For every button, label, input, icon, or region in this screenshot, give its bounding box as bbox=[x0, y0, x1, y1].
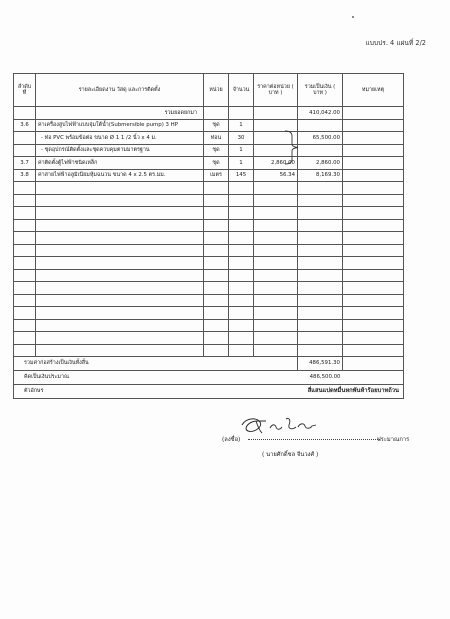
amount-in-words-row bbox=[14, 385, 404, 399]
item-unit: ชุด bbox=[204, 144, 229, 157]
empty-row bbox=[14, 257, 404, 270]
item-description: ค่าติดตั้งตู้ไฟฟ้าชนิดเหล็ก bbox=[36, 157, 204, 170]
item-description: - ท่อ PVC พร้อมข้อต่อ ขนาด Ø 1 1 /2 นิ้ว x 4 ม. bbox=[36, 132, 204, 145]
total-amount: 486,591.30 bbox=[298, 357, 343, 371]
brought-forward-label: รวมยอดยกมา bbox=[36, 107, 204, 120]
item-unit-price: 2,860.00 bbox=[254, 157, 298, 170]
header-row bbox=[14, 74, 404, 107]
form-identifier: แบบปร. 4 แผ่นที่ 2/2 bbox=[365, 39, 426, 47]
item-description: ค่าเครื่องสูบไฟฟ้าแบบจุ่มใต้น้ำ(Submersible pump) 3 HP bbox=[36, 119, 204, 132]
brought-forward-row bbox=[14, 107, 404, 120]
scan-speck bbox=[352, 16, 354, 18]
empty-row bbox=[14, 332, 404, 345]
item-quantity: 30 bbox=[229, 132, 254, 145]
item-quantity: 1 bbox=[229, 119, 254, 132]
table-row bbox=[14, 169, 404, 182]
item-amount: 65,500.00 bbox=[298, 132, 343, 145]
table-row bbox=[14, 119, 404, 132]
empty-row bbox=[14, 344, 404, 357]
header-no: ลำดับ ที่ bbox=[14, 74, 36, 107]
in-words-text: สี่แสนแปดหมื่นหกพันห้าร้อยบาทถ้วน bbox=[204, 385, 404, 399]
signature-label: (ลงชื่อ) bbox=[222, 437, 241, 443]
item-description: ค่าสายไฟฟ้าอลูมิเนียมหุ้มฉนวน ขนาด 4 x 2.5 ตร.มม. bbox=[36, 169, 204, 182]
empty-row bbox=[14, 319, 404, 332]
item-quantity: 1 bbox=[229, 157, 254, 170]
empty-row bbox=[14, 232, 404, 245]
item-no: 3.8 bbox=[14, 169, 36, 182]
estimate-amount: 486,500.00 bbox=[298, 371, 343, 385]
in-words-label: ตัวอักษร bbox=[14, 385, 204, 399]
item-amount: 2,860.00 bbox=[298, 157, 343, 170]
header-quantity: จำนวน bbox=[229, 74, 254, 107]
table-row bbox=[14, 132, 404, 145]
empty-row bbox=[14, 269, 404, 282]
signature-block bbox=[222, 425, 422, 465]
signer-name: ( นายศักดิ์ชล จีนวงศ์ ) bbox=[262, 452, 319, 458]
item-no: 3.6 bbox=[14, 119, 36, 132]
item-unit: ชุด bbox=[204, 119, 229, 132]
item-unit: เมตร bbox=[204, 169, 229, 182]
estimate-row bbox=[14, 371, 404, 385]
table-row bbox=[14, 144, 404, 157]
header-amount: รวมเป็นเงิน ( บาท ) bbox=[298, 74, 343, 107]
item-amount bbox=[298, 119, 343, 132]
estimate-table bbox=[13, 73, 404, 399]
empty-row bbox=[14, 307, 404, 320]
item-no bbox=[14, 144, 36, 157]
header-unit: หน่วย bbox=[204, 74, 229, 107]
item-unit: ชุด bbox=[204, 157, 229, 170]
item-description: - ชุดอุปกรณ์ติดตั้งและชุดควบคุมตามมาตรฐาน bbox=[36, 144, 204, 157]
item-no bbox=[14, 132, 36, 145]
empty-row bbox=[14, 194, 404, 207]
item-no: 3.7 bbox=[14, 157, 36, 170]
estimate-label: คิดเป็นเงินประมาณ bbox=[14, 371, 298, 385]
empty-row bbox=[14, 207, 404, 220]
brought-forward-amount: 410,042.00 bbox=[298, 107, 343, 120]
item-amount: 8,169.30 bbox=[298, 169, 343, 182]
empty-row bbox=[14, 182, 404, 195]
empty-row bbox=[14, 294, 404, 307]
signature-title: ประมาณการ bbox=[377, 437, 410, 443]
item-quantity: 145 bbox=[229, 169, 254, 182]
item-unit: ท่อน bbox=[204, 132, 229, 145]
total-label: รวมค่าก่อสร้างเป็นเงินทั้งสิ้น bbox=[14, 357, 298, 371]
table-row bbox=[14, 157, 404, 170]
signature-line bbox=[248, 439, 380, 440]
header-remark: หมายเหตุ bbox=[343, 74, 404, 107]
total-row bbox=[14, 357, 404, 371]
header-description: รายละเอียดงาน วัสดุ และการติดตั้ง bbox=[36, 74, 204, 107]
empty-row bbox=[14, 244, 404, 257]
item-amount bbox=[298, 144, 343, 157]
item-quantity: 1 bbox=[229, 144, 254, 157]
right-brace-icon bbox=[284, 130, 300, 165]
empty-row bbox=[14, 219, 404, 232]
empty-row bbox=[14, 282, 404, 295]
item-unit-price: 56.34 bbox=[254, 169, 298, 182]
header-unit-price: ราคาต่อหน่วย ( บาท ) bbox=[254, 74, 298, 107]
